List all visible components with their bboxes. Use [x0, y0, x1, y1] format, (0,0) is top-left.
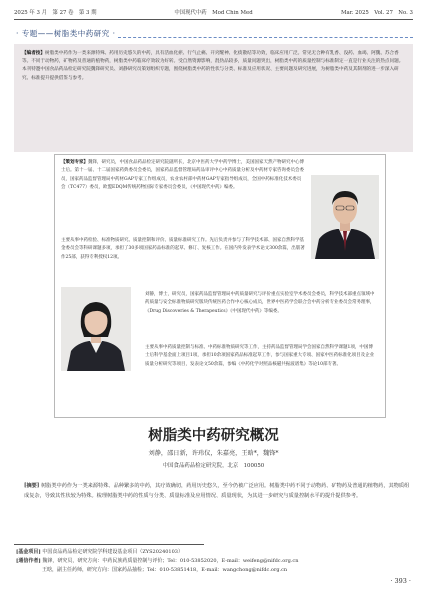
article-authors: 刘静，邵日新，许玮仪，朱嘉亮，王晗*，魏锋* — [148, 450, 279, 457]
editorial-note — [22, 50, 406, 83]
corresponding-tag: [通信作者] — [16, 558, 41, 564]
specialist-box — [54, 154, 386, 418]
fund-text: 中国食品药品检定研究院学科建设基金项目（ZYS20240103） — [42, 549, 183, 555]
portrait-woman-image — [61, 287, 131, 371]
running-header — [14, 6, 413, 18]
editorial-text: 树脂类中药作为一类来源特殊、药用历史悠久的中药，具有活血化瘀、行气止痛、开窍醒神、化痰散结等功效，临床应用广泛。常见无合种有乳香、没药、血竭、阿魏、苏合香等。不同于动物药，矿物药及普通的植物药，树脂类中药临床疗效较为好转。受自然资源影响，混伪品较多，质量问题突出，树脂类中药的质量控制与标准制定一直是行业关注的热点问题。本刊特邀中国食品药品检定研究院魏锋研究员、刘静研究员策划组织专题，围绕树脂类中药的性状与分类、标准及应用状况、主要问题及研究进展，为树脂类中药及其制剂的进一步深入研究、标准提升提供借鉴与参考。 — [22, 51, 404, 81]
corresponding-author-1: 魏锋，研究员，研究方向：中药民族药质量控制与评价；Tel：010-53852020，E-mail：weifeng@nifdc.org.cn — [42, 558, 299, 564]
article-affiliation: 中国食品药品检定研究院，北京 100050 — [162, 463, 265, 469]
header-issue: 2025 年 3 月 第 27 卷 第 3 期 — [14, 10, 97, 16]
article-title: 树脂类中药研究概况 — [148, 428, 279, 444]
page-number: · 393 · — [390, 577, 411, 585]
specialist2-work: 主要从事中药质量控制与标准、中药标准物质研究等工作，主持药品监督管理局学会国家自然科学课题1项，中国博士后科学基金面上项目1项，承担10余项国家药品标准起草工作，参与国家重大专项、国家中医药标准化项目及企业质量分析研究等项目，发表论文50余篇，参编《中药化学对照品核磁共振波谱集》等论10部专著。 — [145, 345, 375, 367]
fund-tag: [基金项目] — [16, 549, 41, 555]
specialist-tag: 【策划专家】 — [61, 160, 88, 165]
specialist1-bio-text: 魏锋，研究员，中国食品药品检定研究院副所长，北京中医药大学中药学博士，美国国家天然产物研究中心博士后。第十一届、十二届国家药典委员会委员，国家药品监督管理局药品审评中心中药质量分析及中药材专家咨询委员会委员，国家药品监督管理局中药材GAP专家工作组成员，农业农村部中药材GAP专家指导组成员，全国中药标准化技术委员会（TC477）委员，欧盟EDQM传统药物国际专家委员会委员，《中国现代中药》编委。 — [61, 160, 304, 190]
editorial-tag: 【编者按】 — [22, 51, 45, 56]
abstract — [24, 481, 410, 501]
section-divider — [118, 37, 413, 38]
footnote-corresponding-1 — [16, 557, 412, 565]
abstract-text: 树脂类中药作为一类来源特殊、品种繁多的中药，其疗效确切，药用历史悠久，至今仍被广泛应用。树脂类中药不同于动物药、矿物药及普通的植物药，其物质组成复杂，导致其性状较为特殊。梳理树脂类中药的性质与分类、质量标准及应用情况、质量现状，为其进一步研究与质量控制水平的提升提供参考。 — [24, 483, 410, 500]
specialist1-work: 主要从事中药检验、标准物质研究、质量控制和评价、质量标准研究工作。先后负责并参与了科学技术部、国家自然科学基金委员会等科研课题多项，承担了30多项国家药品标准的起草、修订、复核工作。在国内外发表学术论文300余篇，出版著作25部，获得专利授权12项。 — [61, 238, 305, 260]
portrait-man-image — [311, 175, 379, 259]
header-journal: 中国现代中药 Mod Chin Med — [174, 10, 253, 16]
footnote-rule — [14, 544, 204, 545]
specialist1-bio — [61, 159, 305, 192]
footnote-corresponding-2: 王晗，副主任药师，研究方向：国家药品抽检；Tel：010-53851418，E-mail：wangchong@nifdc.org.cn — [42, 567, 288, 573]
editorial-note-box — [14, 44, 413, 152]
footnote-fund — [16, 548, 412, 556]
header-rule — [14, 19, 413, 20]
section-title: · 专题——树脂类中药研究 · — [16, 29, 116, 38]
specialist1-photo — [311, 175, 379, 259]
abstract-tag: [摘要] — [24, 483, 40, 489]
specialist2-photo — [61, 287, 131, 371]
header-issue-en: Mar. 2025 Vol. 27 No. 3 — [340, 10, 413, 16]
specialist2-bio: 刘静，博士，研究员，国家药品监督管理局中药质量研究与评价重点实验室学术委员会委员，科学技术部重点领域中药质量与安全标准物质研究版块传统医药合作中心核心成员，世界中医药学会联合会中药分析专业委员会常务理事，《Drug Discoveries & Therapeutics》《中国现代中药》等编委。 — [145, 292, 375, 314]
